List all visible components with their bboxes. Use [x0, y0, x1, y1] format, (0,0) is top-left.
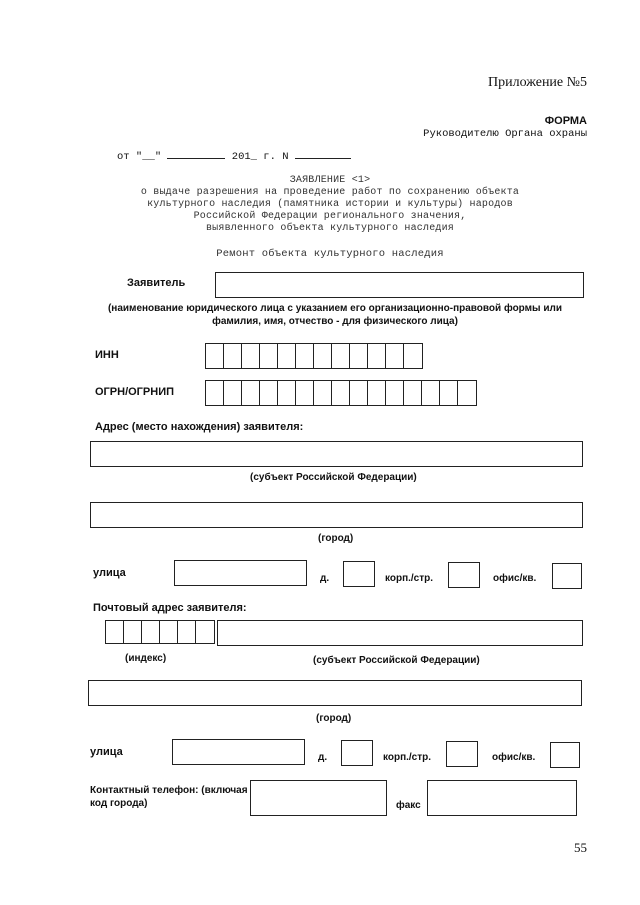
address-street-field[interactable]: [174, 560, 307, 586]
ogrn-cells[interactable]: [205, 380, 477, 406]
date-year: 201_ г.: [231, 151, 276, 163]
applicant-label: Заявитель: [127, 277, 186, 289]
ogrn-digit-cell[interactable]: [386, 381, 404, 405]
address-label: Адрес (место нахождения) заявителя:: [95, 421, 304, 433]
statement-line-5: выявленного объекта культурного наследия: [205, 223, 455, 234]
ogrn-digit-cell[interactable]: [224, 381, 242, 405]
address-city-field[interactable]: [90, 502, 583, 528]
inn-cells[interactable]: [205, 343, 423, 369]
postal-house-label: д.: [318, 752, 328, 763]
inn-digit-cell[interactable]: [386, 344, 404, 368]
postal-office-field[interactable]: [550, 742, 580, 768]
statement-line-3: культурного наследия (памятника истории и культуры) народов: [147, 199, 513, 210]
applicant-note-1: (наименование юридического лица с указанием его организационно-правовой формы или: [107, 303, 563, 314]
postal-house-field[interactable]: [341, 740, 373, 766]
inn-digit-cell[interactable]: [242, 344, 260, 368]
statement-heading: ЗАЯВЛЕНИЕ <1>: [289, 175, 371, 186]
inn-digit-cell[interactable]: [206, 344, 224, 368]
postal-street-label: улица: [90, 746, 123, 758]
phone-label-1: Контактный телефон: (включая: [90, 785, 248, 796]
ogrn-digit-cell[interactable]: [260, 381, 278, 405]
phone-label-2: код города): [90, 798, 148, 809]
ogrn-digit-cell[interactable]: [296, 381, 314, 405]
form-label: ФОРМА: [544, 115, 587, 127]
postal-index-cells[interactable]: [105, 620, 215, 644]
inn-digit-cell[interactable]: [368, 344, 386, 368]
ogrn-digit-cell[interactable]: [422, 381, 440, 405]
ogrn-digit-cell[interactable]: [458, 381, 476, 405]
inn-digit-cell[interactable]: [350, 344, 368, 368]
statement-line-4: Российской Федерации регионального значения,: [193, 211, 467, 222]
date-line: [117, 151, 351, 163]
work-type: Ремонт объекта культурного наследия: [216, 248, 444, 260]
postal-index-digit-cell[interactable]: [196, 621, 214, 643]
ogrn-digit-cell[interactable]: [206, 381, 224, 405]
address-building-field[interactable]: [448, 562, 480, 588]
address-region-field[interactable]: [90, 441, 583, 467]
inn-digit-cell[interactable]: [278, 344, 296, 368]
date-month-blank[interactable]: [167, 158, 225, 159]
phone-field[interactable]: [250, 780, 387, 816]
postal-city-caption: (город): [316, 713, 352, 724]
addressee: Руководителю Органа охраны: [423, 128, 587, 140]
address-office-label: офис/кв.: [493, 573, 537, 584]
address-office-field[interactable]: [552, 563, 582, 589]
address-street-label: улица: [93, 567, 126, 579]
postal-street-field[interactable]: [172, 739, 305, 765]
inn-digit-cell[interactable]: [224, 344, 242, 368]
number-sign: N: [282, 151, 289, 163]
inn-label: ИНН: [95, 349, 119, 361]
address-building-label: корп./стр.: [385, 573, 434, 584]
ogrn-digit-cell[interactable]: [332, 381, 350, 405]
inn-digit-cell[interactable]: [296, 344, 314, 368]
postal-building-label: корп./стр.: [383, 752, 432, 763]
address-house-label: д.: [320, 573, 330, 584]
applicant-name-field[interactable]: [215, 272, 584, 298]
address-city-caption: (город): [318, 533, 354, 544]
ogrn-digit-cell[interactable]: [440, 381, 458, 405]
ogrn-digit-cell[interactable]: [314, 381, 332, 405]
ogrn-digit-cell[interactable]: [278, 381, 296, 405]
postal-building-field[interactable]: [446, 741, 478, 767]
postal-label: Почтовый адрес заявителя:: [93, 602, 247, 614]
postal-index-caption: (индекс): [125, 653, 167, 664]
statement-line-2: о выдаче разрешения на проведение работ по сохранению объекта: [140, 187, 520, 198]
postal-region-caption: (субъект Российской Федерации): [313, 655, 480, 666]
inn-digit-cell[interactable]: [404, 344, 422, 368]
postal-city-field[interactable]: [88, 680, 582, 706]
ogrn-digit-cell[interactable]: [350, 381, 368, 405]
ogrn-label: ОГРН/ОГРНИП: [95, 386, 175, 398]
inn-digit-cell[interactable]: [314, 344, 332, 368]
fax-field[interactable]: [427, 780, 577, 816]
date-prefix: от: [117, 151, 130, 163]
postal-office-label: офис/кв.: [492, 752, 536, 763]
postal-index-digit-cell[interactable]: [106, 621, 124, 643]
postal-index-digit-cell[interactable]: [178, 621, 196, 643]
date-day: "__": [135, 151, 162, 163]
address-house-field[interactable]: [343, 561, 375, 587]
ogrn-digit-cell[interactable]: [404, 381, 422, 405]
fax-label: факс: [396, 800, 421, 811]
postal-index-digit-cell[interactable]: [124, 621, 142, 643]
ogrn-digit-cell[interactable]: [368, 381, 386, 405]
appendix-title: Приложение №5: [488, 75, 587, 90]
inn-digit-cell[interactable]: [260, 344, 278, 368]
inn-digit-cell[interactable]: [332, 344, 350, 368]
page-number: 55: [574, 840, 587, 855]
postal-region-field[interactable]: [217, 620, 583, 646]
ogrn-digit-cell[interactable]: [242, 381, 260, 405]
applicant-note-2: фамилия, имя, отчество - для физического лица): [212, 316, 458, 327]
postal-index-digit-cell[interactable]: [142, 621, 160, 643]
address-region-caption: (субъект Российской Федерации): [250, 472, 417, 483]
number-blank[interactable]: [295, 158, 351, 159]
postal-index-digit-cell[interactable]: [160, 621, 178, 643]
